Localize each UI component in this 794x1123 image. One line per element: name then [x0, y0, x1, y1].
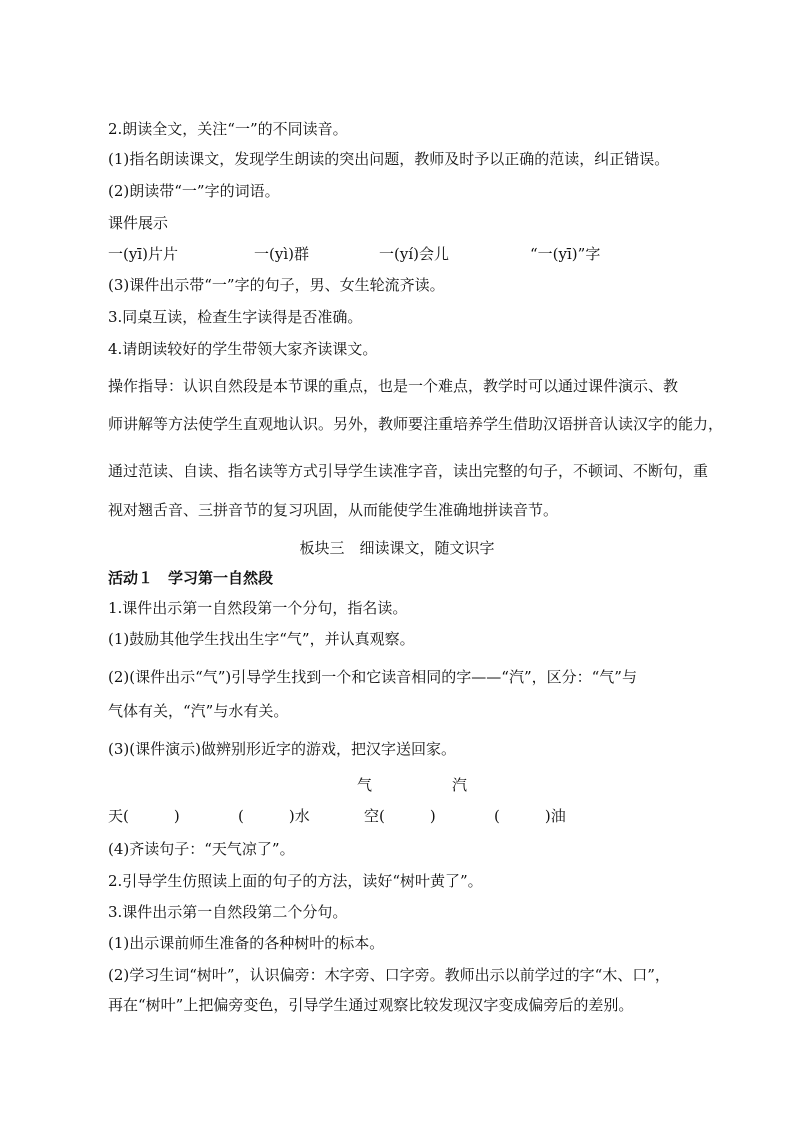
- pinyin-word: 一(yí)会儿: [379, 245, 449, 263]
- game-blank: ( )水: [238, 807, 310, 825]
- guide-line: 视对翘舌音、三拼音节的复习巩固，从而能使学生准确地拼读音节。: [108, 501, 559, 519]
- activity-step-1-4: (4)齐读句子：“天气凉了”。: [108, 840, 295, 858]
- pinyin-word: “一(yī)”字: [530, 245, 601, 263]
- courseware-label: 课件展示: [108, 214, 169, 232]
- para-lead-reading: 4.请朗读较好的学生带领大家齐读课文。: [108, 340, 378, 358]
- game-blank: ( )油: [494, 807, 566, 825]
- guide-line: 操作指导：认识自然段是本节课的重点，也是一个难点，教学时可以通过课件演示、教: [108, 377, 679, 395]
- activity-step-1-2: (2)(课件出示“气”)引导学生找到一个和它读音相同的字——“汽”，区分：“气”与: [108, 668, 637, 686]
- activity-step-1-2-cont: 气体有关，“汽”与水有关。: [108, 702, 289, 720]
- pinyin-word: 一(yì)群: [254, 245, 309, 263]
- activity-step-1: 1.课件出示第一自然段第一个分句，指名读。: [108, 599, 408, 617]
- activity-title: 活动１ 学习第一自然段: [108, 569, 274, 587]
- para-reading-step-2: (2)朗读带“一”字的词语。: [108, 182, 280, 200]
- game-blank: 空( ): [364, 807, 436, 825]
- para-reading-step-3: (3)课件出示带“一”字的句子，男、女生轮流齐读。: [108, 276, 445, 294]
- activity-step-3-2-cont: 再在“树叶”上把偏旁变色，引导学生通过观察比较发现汉字变成偏旁后的差别。: [108, 996, 634, 1014]
- pinyin-word: 一(yī)片片: [108, 245, 178, 263]
- game-blank: 天( ): [108, 807, 180, 825]
- game-char: 气: [357, 776, 373, 794]
- activity-step-1-1: (1)鼓励其他学生找出生字“气”，并认真观察。: [108, 630, 415, 648]
- activity-step-3-1: (1)出示课前师生准备的各种树叶的标本。: [108, 934, 385, 952]
- guide-line: 师讲解等方法使学生直观地认识。另外，教师要注重培养学生借助汉语拼音认读汉字的能力，: [108, 415, 724, 433]
- para-peer-reading: 3.同桌互读，检查生字读得是否准确。: [108, 308, 363, 326]
- activity-step-3-2: (2)学习生词“树叶”，认识偏旁：木字旁、口字旁。教师出示以前学过的字“木、口”，: [108, 966, 670, 984]
- section-title: 板块三 细读课文，随文识字: [299, 539, 495, 557]
- activity-step-1-3: (3)(课件演示)做辨别形近字的游戏，把汉字送回家。: [108, 740, 456, 758]
- guide-line: 通过范读、自读、指名读等方式引导学生读准字音，读出完整的句子，不顿词、不断句，重: [108, 462, 709, 480]
- para-reading-step-1: (1)指名朗读课文，发现学生朗读的突出问题，教师及时予以正确的范读，纠正错误。: [108, 150, 670, 168]
- para-reading-all: 2.朗读全文，关注“一”的不同读音。: [108, 120, 348, 138]
- activity-step-2: 2.引导学生仿照读上面的句子的方法，读好“树叶黄了”。: [108, 872, 483, 890]
- game-char: 汽: [452, 776, 468, 794]
- activity-step-3: 3.课件出示第一自然段第二个分句。: [108, 903, 348, 921]
